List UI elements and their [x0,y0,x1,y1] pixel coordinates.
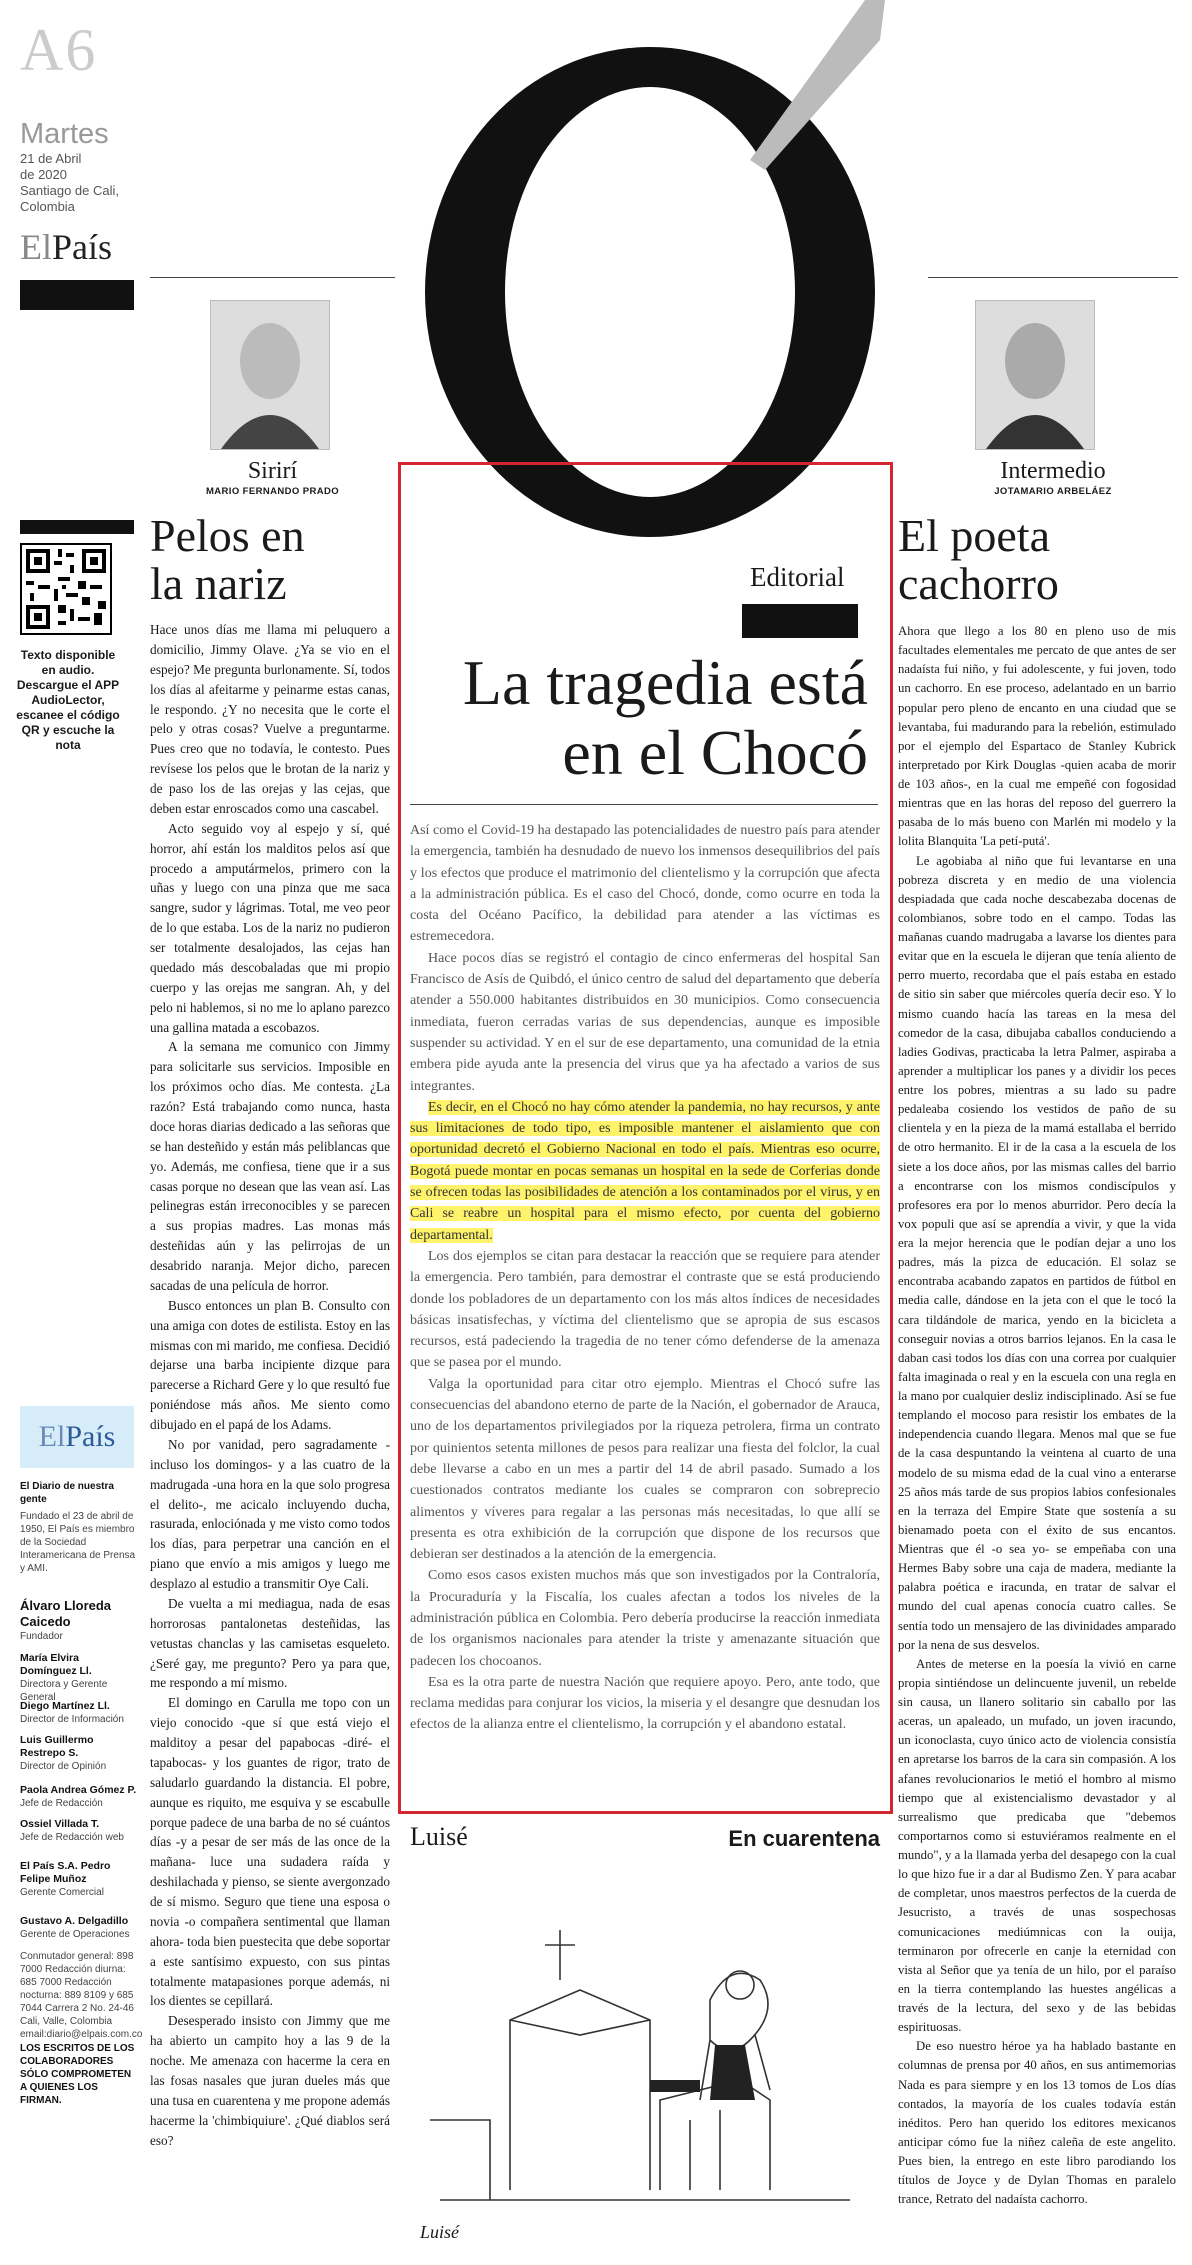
black-bar [20,280,134,310]
author-photo-left [210,300,330,450]
black-bar-small [20,520,134,534]
headline-editorial: La tragedia está en el Chocó [462,647,868,788]
staff-4: Paola Andrea Gómez P. Jefe de Redacción [20,1784,137,1809]
section-editorial: Editorial [750,562,845,592]
qr-code[interactable] [20,543,112,635]
date-block [20,118,150,215]
article-left [150,620,390,2150]
paragraph: Los dos ejemplos se citan para destacar la reacción que se requiere para atender la emergencia. Pero también, para demostrar el contraste que se está produciendo donde los pobladores de un departamento con los más altos índices de necesidades básicas insatisfechas, y víctima del clientelismo que se apropia de sus escasos recursos, está padeciendo la tragedia de no tener cómo defenderse de la amenaza que se pasea por el mundo. [410,1248,880,1371]
paragraph: Antes de meterse en la poesía la vivió en carne propia sintiéndose un delincuente juvenil, un rebelde sin causa, un llanero solitario sin caballo por las aceras, un apaleado, un mufado, un joven iracundo, un iconoclasta, cuyo único acto de violencia consistía en apretarse los barros de la cara sin compasión. A los afanes revolucionarios le metió el hombro al mismo tiempo que al existencialismo devastador y al surrealismo que predicaba que "debemos comportarnos como si estuviéramos realmente en el mundo", y a la llamada yerba del desapego con la cual lo que hizo fue ir a dar al Budismo Zen. Y para acabar de completar, unos maestros perfectos de la cuerda de Jesucristo, a través de unas sospechosas comunicaciones mediúmnicas con la ouija, terminaron por ofrecerle en canje la eternidad con vista al Señor que ya tenía de un hilo, por el paraíso en la tierra contemplando las huestes angélicas a través de la lectura, del sexo y de las bebidas espirituosas. [898,1656,1176,2035]
paragraph: Hace pocos días se registró el contagio de cinco enfermeras del hospital San Francisco de Asís de Quibdó, el único centro de salud del departamento que debería atender a 550.000 habitantes distribuidos en 30 municipios. Como consecuencia inmediata, fueron cerradas varias de sus dependencias, aunque es imposible suspender su actividad. Y en el sur de ese departamento, una comunidad de la etnia embera pide ayuda ante la presencia del virus que ya ha afectado a varios de sus integrantes. [410,950,880,1094]
paragraph: De vuelta a mi mediagua, nada de esas horrorosas pantalonetas desteñidas, las vetustas chanclas y las camisetas esqueleto. ¿Seré gay, me pregunto? Pero ya para que, me respondo a mí mismo. [150,1595,390,1691]
author-photo-right [975,300,1095,450]
section-name-right: Intermedio [1000,458,1106,484]
paragraph: Le agobiaba al niño que fui levantarse en una pobreza discreta y en medio de una violencia despiadada que cada noche descabezaba docenas de colombianos, sobre todo en el campo. Todas las mañanas cuando madrugaba a lavarse los dientes para evitar que en la escuela le dijeran que tenía aliento de perro muerto, recordaba que el país estaba en estado de sitio sin saber que miércoles quería decir eso. Y lo mismo cuando hacía las tareas en la mesa del comedor de la casa, dibujaba caballos conduciendo a ladies Godivas, practicaba la letra Palmer, aspiraba a aprender a multiplicar los panes y a dividir los peces entre los pobres, mientras a su lado su padre pedaleaba cosiendo los vestidos de paño de su clientela y en la pieza de la mamá estallaba el berrido de otro hermanito. El ir de la casa a la escuela de los siete a los doce años, por las mismas calles del barrio a encontrarse con los mismos condiscípulos y profesores era por lo menos aburridor. Pero decía la vox populi que así se aprendía a vivir, y que la vida era la mejor herencia que le podían dejar a uno los padres, más la pizca de educación. El solaz se encontraba acabando zapatos en partidos de fútbol en media calle, dándose en la jeta con el que le tocó la cara tildándole de marica, yendo en la bicicleta a conseguir novias a otros barrios lejanos. En la casa le daban casi todos los días con una correa por cualquier falta imaginada o real y en la escuela con una regla en la mano por cualquier desliz indisciplinado. Así se fue templando el mocoso para resistir los embates de la independencia cuando llegara. Menos mal que se fue de la casa despuntando la veintena al cuarto de una modelo de su misma edad de la cual vino a enterarse 25 años más tarde de sus propios labios confesionales en la terraza del Empire State que sostenía a su bienamado poeta con el éxito de sus encantos. Mientras que él -o sea yo- se empeñaba con una Hermes Baby sobre una caja de madera, mediante la palabra poética e iracunda, en tratar de salvar el mundo del cual apenas conocía cuatro calles. Se sentía todo un mensajero de las divinidades amparado por la nena de sus desvelos. [898,853,1176,1652]
masthead-founded: Fundado el 23 de abril de 1950, El País es miembro de la Sociedad Interamericana de Prensa y AMI. [20,1511,136,1574]
big-o-letter [395,0,915,540]
paragraph: De eso nuestro héroe ya ha hablado bastante en columnas de prensa por 40 años, en sus antimemorias Nada es para siempre y en los 13 tomos de Los días contados, la mayoría de los cuales todavía están inéditos. Pero han querido los editores mexicanos anticipar cómo fue la niñez caleña de este angelito. Pues bien, la entrego en este libro parodiando los títulos de Joyce y de Dylan Thomas en paralelo trance, Retrato del nadaísta cachorro. [898,2039,1176,2207]
article-right [898,622,1176,2209]
cartoon-title: En cuarentena [728,1826,880,1851]
paragraph: Esa es la otra parte de nuestra Nación que requiere apoyo. Pero, ante todo, que reclama medidas para conjurar los vicios, la miseria y el desangre que desnudan los efectos de la alianza entre el clientelismo, la corrupción y el abandono estatal. [410,1674,880,1733]
staff-2: Diego Martínez Ll. Director de Información [20,1700,124,1725]
weekday: Martes [20,118,109,150]
paragraph: Valga la oportunidad para citar otro ejemplo. Mientras el Chocó sufre las consecuencias del abandono eterno de parte de la Nación, el gobernador de Arauca, uno de los departamentos privilegiados por la riqueza petrolera, firma un contrato por quinientos setenta millones de pesos para realizar una fiesta del folclor, la cual debe llevarse a cabo en un mes a partir del 14 de abril pasado. Sumado a los cuestionados contratos mediante los cuales se compraron con sobreprecio alimentos y víveres para regalar a las personas más necesitadas, lo que allí se presenta es otra exhibición de la corrupción que dispone de los recursos que debieran ser destinados a la atención de la emergencia. [410,1376,880,1563]
contact: Conmutador general: 898 7000 Redacción diurna: 685 7000 Redacción nocturna: 889 8109 y 685 7044 Carrera 2 No. 24-46 Cali, Valle, Colombia email:diario@elpais.com.co [20,1951,143,2040]
headline-left: Pelos en la nariz [150,510,305,609]
editorial-black-bar [742,604,858,638]
editorial-rule [410,804,878,805]
cartoon-drawing [410,1870,880,2240]
headline-right: El poeta cachorro [898,510,1059,609]
rule-left [150,277,395,278]
author-right: JOTAMARIO ARBELÁEZ [994,486,1112,497]
editorial-body [410,820,880,1736]
date-line-1: 21 de Abril [20,151,82,166]
paragraph: Así como el Covid-19 ha destapado las potencialidades de nuestro país para atender la emergencia, también ha desnudado de nuevo los inmensos desequilibrios del país y los efectos que produce el matrimonio del clientelismo y la corrupción que afecta a la administración pública. Es el caso del Chocó, donde, como ocurre en toda la costa del Océano Pacífico, la debilidad para atender a las víctimas es estremecedora. [410,823,880,945]
cartoon-section: Luisé [410,1822,468,1851]
section-name-left: Sirirí [247,458,298,484]
paragraph: Hace unos días me llama mi peluquero a domicilio, Jimmy Olave. ¿Ya se vio en el espejo? Me pregunta burlonamente. Sí, todos los días al afeitarme y peinarme estas canas, le respondo. ¿Y no necesita que le corte el pelo y otras cosas? Vuelve a preguntarme. Pues creo que no todavía, le contesto. Pues revísese los pelos que le brotan de la nariz y de paso los de las orejas y las cejas, que deben estar enroscados como una cascabel. [150,622,390,816]
el-pais-logo: ElPaís [20,227,113,267]
staff-3: Luis Guillermo Restrepo S. Director de Opinión [20,1734,107,1772]
paragraph: Acto seguido voy al espejo y sí, qué horror, ahí están los malditos pelos así que procedo a amputármelos, primero con la uñas y luego con una pinza que me saca sangre, sudor y lágrimas. Total, me veo peor de lo que estaba. Los de la nariz no pudieron ser totalmente desalojados, las cejas han quedado más descobaladas que mi propio cuerpo y las orejas me sangran. Ah, y del pelo ni hablemos, si no me lo aplano parezco una gallina matada a escobazos. [150,820,390,1035]
date-line-3: Santiago de Cali, [20,183,120,198]
staff-6: El País S.A. Pedro Felipe Muñoz Gerente Comercial [20,1860,111,1898]
paragraph: A la semana me comunico con Jimmy para solicitarle sus servicios. Imposible en los próximos ocho días. Me contesta. ¿La razón? Está trabajando como nunca, hasta doce horas diarias dedicado a las señoras que se han desteñido y están más peliblancas que yo. Además, me confiesa, tiene que ir a sus casas porque no desean que las vean así. Las pelinegras están irreconocibles y se parecen a sus propias madres. Las monas más desteñidas aún y las pelirrojas de un desabrido naranja. Mejor dicho, parecen sacadas de una película de horror. [150,1039,390,1293]
paragraph: Desesperado insisto con Jimmy que me ha abierto un campito hoy a las 9 de la noche. Me amenaza con hacerme la cera en las fosas nasales que juran dueles más que una tusa en cuarentena y me propone además hacerme la 'chimbiquiure'. ¿Qué diablos será eso? [150,2013,390,2148]
masthead-logo: ElPaís [20,1406,134,1468]
masthead-slogan: El Diario de nuestra gente [20,1481,114,1505]
author-left: MARIO FERNANDO PRADO [205,486,340,497]
page-number: A6 [20,17,98,83]
paragraph: No por vanidad, pero sagradamente -incluso los domingos- y a las cuatro de la madrugada -una hora en la que solo progresa el delito-, me acicalo incluyendo ducha, rasurada, enlociónada y me visto como todos los días, para perpetrar una canción en el piano que envío a mis amigos y luego me desplazo al estudio a transmitir Oye Cali. [150,1436,390,1591]
disclaimer: LOS ESCRITOS DE LOS COLABORADORES SÓLO COMPROMETEN A QUIENES LOS FIRMAN. [20,2043,135,2106]
paragraph: Como esos casos existen muchos más que son investigados por la Contraloría, la Procuraduría y la Fiscalía, los cuales afectan a todos los niveles de la administración pública en Colombia. Pero debería producirse la reacción inmediata de los organismos nacionales para atender la triste y amenazante situación que padecen los chocoanos. [410,1568,880,1669]
paragraph: El domingo en Carulla me topo con un viejo conocido -que sí que está viejo el malditoy a pesar del papabocas -diré- el tapabocas- y los guantes de rigor, trato de saludarlo guardando la distancia. El pobre, aunque es riquito, me esquiva y se escabulle porque padece de una barba de no sé cuántos días -y a pesar de ser más de las once de la mañana- luce una sudadera raída y deshilachada y pienso, se siente avergonzado de sí mismo. Seguro que tiene una esposa o novia -o compañera sentimental que llaman ahora- toda bien puestecita que debe soportar a este santísimo expuesto, con sus pintas totalmente matapasiones porque además, ni los dientes se cepillará. [150,1695,390,2009]
founder: Álvaro Lloreda Caicedo Fundador [20,1598,112,1642]
paragraph: Busco entonces un plan B. Consulto con una amiga con dotes de estilista. Estoy en las mismas con mi marido, me confiesa. Decidió dejarse una barba incipiente dizque para parecerse a Richard Gere y lo que resultó fue poniéndose más años. Me siento como dibujado en el papá de los Adams. [150,1297,390,1432]
staff-5: Ossiel Villada T. Jefe de Redacción web [20,1818,124,1843]
date-line-4: Colombia [20,199,75,214]
staff-7: Gustavo A. Delgadillo Gerente de Operaciones [20,1915,130,1940]
paragraph-highlighted: Es decir, en el Chocó no hay cómo atender la pandemia, no hay recursos, y ante sus limitaciones de todo tipo, es imposible mantener el aislamiento que con oportunidad decretó el Gobierno Nacional en todo el país. Mientras eso ocurre, Bogotá puede montar en pocas semanas un hospital en la sede de Corferias donde se ofrecen todas las posibilidades de atención a los contaminados por el virus, y en Cali se reabre un hospital para el mismo efecto, por cuenta del gobierno departamental. [410,1099,880,1243]
audio-note: Texto disponible en audio. Descargue el APP AudioLector, escanee el código QR y escuche la nota [16,648,120,752]
cartoon-signature: Luisé [420,2222,460,2242]
staff-1: María Elvira Domínguez Ll. Directora y Gerente General [20,1652,108,1703]
paragraph: Ahora que llego a los 80 en pleno uso de mis facultades elementales me percato de que antes de ser nadaísta fui niño, y fui adolescente, y fui joven, todo un cachorro. En ese proceso, adelantado en un barrio popular pero pleno de encanto en una ciudad que se levantaba, fui madurando para la rebelión, estimulado por el ejemplo del Espartaco de Stanley Kubrick interpretado por Kirk Douglas -quien acaba de morir de 103 años-, en la cual me empeñé con fogosidad mientras que en las horas del reposo del guerrero la pasaba de lo más bueno con Marlén mi modelo y la lolita Blanquita 'La petí-putá'. [898,624,1176,849]
rule-right [928,277,1178,278]
date-line-2: de 2020 [20,167,67,182]
